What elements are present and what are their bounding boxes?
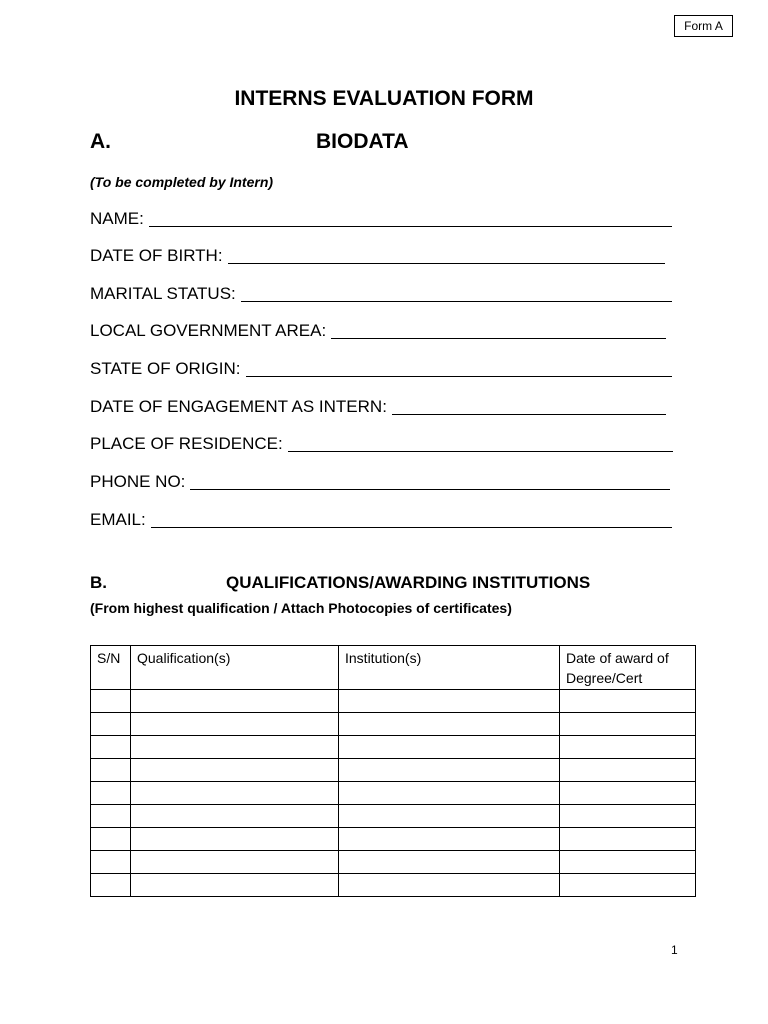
cell-date-of-award[interactable] [560, 759, 696, 782]
cell-date-of-award[interactable] [560, 874, 696, 897]
field-label: LOCAL GOVERNMENT AREA: [90, 321, 327, 340]
field-blank-line[interactable] [392, 414, 666, 415]
table-row [91, 759, 696, 782]
cell-sn[interactable] [91, 828, 131, 851]
column-header-date-of-award: Date of award of Degree/Cert [560, 646, 696, 690]
cell-institution[interactable] [339, 805, 560, 828]
section-b-note: (From highest qualification / Attach Photocopies of certificates) [90, 600, 512, 616]
field-blank-line[interactable] [246, 376, 673, 377]
field-label: PHONE NO: [90, 472, 186, 491]
column-header-sn: S/N [91, 646, 131, 690]
field-label: DATE OF ENGAGEMENT AS INTERN: [90, 397, 387, 416]
field-label: DATE OF BIRTH: [90, 246, 223, 265]
cell-date-of-award[interactable] [560, 851, 696, 874]
table-row [91, 782, 696, 805]
cell-sn[interactable] [91, 805, 131, 828]
cell-institution[interactable] [339, 690, 560, 713]
cell-sn[interactable] [91, 759, 131, 782]
cell-sn[interactable] [91, 782, 131, 805]
form-tag: Form A [674, 15, 733, 37]
table-row [91, 828, 696, 851]
field-label: EMAIL: [90, 510, 146, 529]
cell-qualification[interactable] [131, 782, 339, 805]
cell-qualification[interactable] [131, 690, 339, 713]
cell-institution[interactable] [339, 851, 560, 874]
table-row [91, 851, 696, 874]
cell-institution[interactable] [339, 828, 560, 851]
field-blank-line[interactable] [331, 338, 666, 339]
cell-qualification[interactable] [131, 713, 339, 736]
field-date-of-engagement[interactable] [90, 394, 666, 418]
cell-date-of-award[interactable] [560, 828, 696, 851]
field-blank-line[interactable] [151, 527, 672, 528]
field-label: MARITAL STATUS: [90, 284, 236, 303]
column-header-qualifications: Qualification(s) [131, 646, 339, 690]
field-blank-line[interactable] [190, 489, 670, 490]
section-b-title: QUALIFICATIONS/AWARDING INSTITUTIONS [226, 573, 591, 592]
cell-qualification[interactable] [131, 874, 339, 897]
document-title: INTERNS EVALUATION FORM [234, 87, 534, 110]
field-blank-line[interactable] [149, 226, 672, 227]
field-blank-line[interactable] [288, 451, 673, 452]
cell-institution[interactable] [339, 759, 560, 782]
cell-institution[interactable] [339, 713, 560, 736]
cell-institution[interactable] [339, 736, 560, 759]
table-row [91, 713, 696, 736]
section-b-letter: B. [90, 573, 107, 592]
table-header-row [91, 646, 696, 690]
cell-qualification[interactable] [131, 851, 339, 874]
field-state-of-origin[interactable] [90, 356, 672, 380]
cell-qualification[interactable] [131, 736, 339, 759]
cell-sn[interactable] [91, 713, 131, 736]
field-blank-line[interactable] [228, 263, 665, 264]
field-place-of-residence[interactable] [90, 431, 673, 455]
field-name[interactable] [90, 206, 672, 230]
page-number: 1 [671, 943, 678, 957]
cell-institution[interactable] [339, 782, 560, 805]
cell-date-of-award[interactable] [560, 805, 696, 828]
cell-date-of-award[interactable] [560, 782, 696, 805]
cell-qualification[interactable] [131, 759, 339, 782]
field-email[interactable] [90, 507, 672, 531]
table-row [91, 874, 696, 897]
section-a-instruction: (To be completed by Intern) [90, 174, 274, 190]
cell-sn[interactable] [91, 736, 131, 759]
field-label: PLACE OF RESIDENCE: [90, 434, 283, 453]
field-label: NAME: [90, 209, 144, 228]
section-a-letter: A. [90, 130, 111, 153]
table-row [91, 805, 696, 828]
table-row [91, 690, 696, 713]
cell-date-of-award[interactable] [560, 736, 696, 759]
field-marital-status[interactable] [90, 281, 672, 305]
qualifications-table [90, 645, 696, 897]
cell-qualification[interactable] [131, 805, 339, 828]
cell-institution[interactable] [339, 874, 560, 897]
section-a-title: BIODATA [316, 130, 409, 153]
column-header-institutions: Institution(s) [339, 646, 560, 690]
qualifications-table-body [91, 690, 696, 897]
field-local-government-area[interactable] [90, 318, 666, 342]
field-phone-no[interactable] [90, 469, 670, 493]
cell-date-of-award[interactable] [560, 713, 696, 736]
field-blank-line[interactable] [241, 301, 672, 302]
cell-sn[interactable] [91, 874, 131, 897]
cell-sn[interactable] [91, 851, 131, 874]
table-row [91, 736, 696, 759]
field-date-of-birth[interactable] [90, 243, 665, 267]
cell-sn[interactable] [91, 690, 131, 713]
cell-date-of-award[interactable] [560, 690, 696, 713]
cell-qualification[interactable] [131, 828, 339, 851]
field-label: STATE OF ORIGIN: [90, 359, 241, 378]
